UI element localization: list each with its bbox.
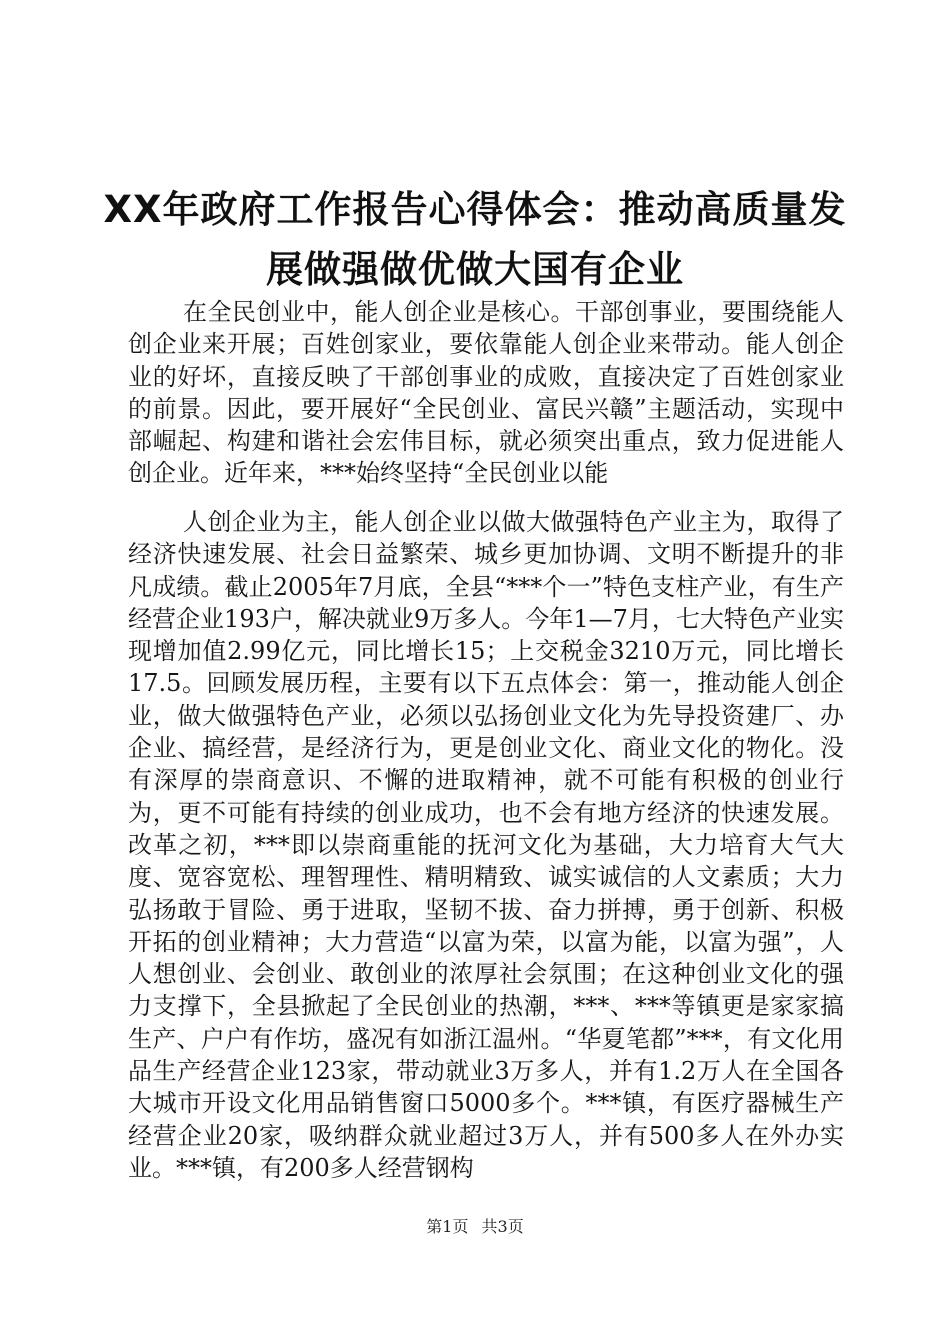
page-number: 第1页 [426, 1217, 469, 1236]
page-total: 共3页 [481, 1217, 524, 1236]
document-title-line-1: XX年政府工作报告心得体会：推动高质量发 [103, 188, 847, 231]
body-paragraph-2: 人创企业为主，能人创企业以做大做强特色产业主为，取得了经济快速发展、社会日益繁荣、城乡更加协调、文明不断提升的非凡成绩。截止2005年7月底，全县“***个一”特色支柱产业，有生产经营企业193户，解决就业9万多人。今年1—7月，七大特色产业实现增加值2.99亿元，同比增长15；上交税金3210万元，同比增长17.5。回顾发展历程，主要有以下五点体会：第一，推动能人创企业，做大做强特色产业，必须以弘扬创业文化为先导投资建厂、办企业、搞经营，是经济行为，更是创业文化、商业文化的物化。没有深厚的崇商意识、不懈的进取精神，就不可能有积极的创业行为，更不可能有持续的创业成功，也不会有地方经济的快速发展。改革之初，***即以崇商重能的抚河文化为基础，大力培育大气大度、宽容宽松、理智理性、精明精致、诚实诚信的人文素质；大力弘扬敢于冒险、勇于进取，坚韧不拔、奋力拼搏，勇于创新、积极开拓的创业精神；大力营造“以富为荣，以富为能，以富为强”，人人想创业、会创业、敢创业的浓厚社会氛围；在这种创业文化的强力支撑下，全县掀起了全民创业的热潮，***、***等镇更是家家搞生产、户户有作坊，盛况有如浙江温州。“华夏笔都”***，有文化用品生产经营企业123家，带动就业3万多人，并有1.2万人在全国各大城市开设文化用品销售窗口5000多个。***镇，有医疗器械生产经营企业20家，吸纳群众就业超过3万人，并有500多人在外办实业。***镇，有200多人经营钢构 [128, 508, 844, 1182]
page-footer [0, 1216, 950, 1238]
document-title-line-2: 展做强做优做大国有企业 [266, 248, 684, 291]
body-paragraph-1: 在全民创业中，能人创企业是核心。干部创事业，要围绕能人创企业来开展；百姓创家业，要依靠能人创企业来带动。能人创企业的好坏，直接反映了干部创事业的成败，直接决定了百姓创家业的前景。因此，要开展好“全民创业、富民兴赣”主题活动，实现中部崛起、构建和谐社会宏伟目标，就必须突出重点，致力促进能人创企业。近年来，***始终坚持“全民创业以能 [128, 298, 844, 488]
